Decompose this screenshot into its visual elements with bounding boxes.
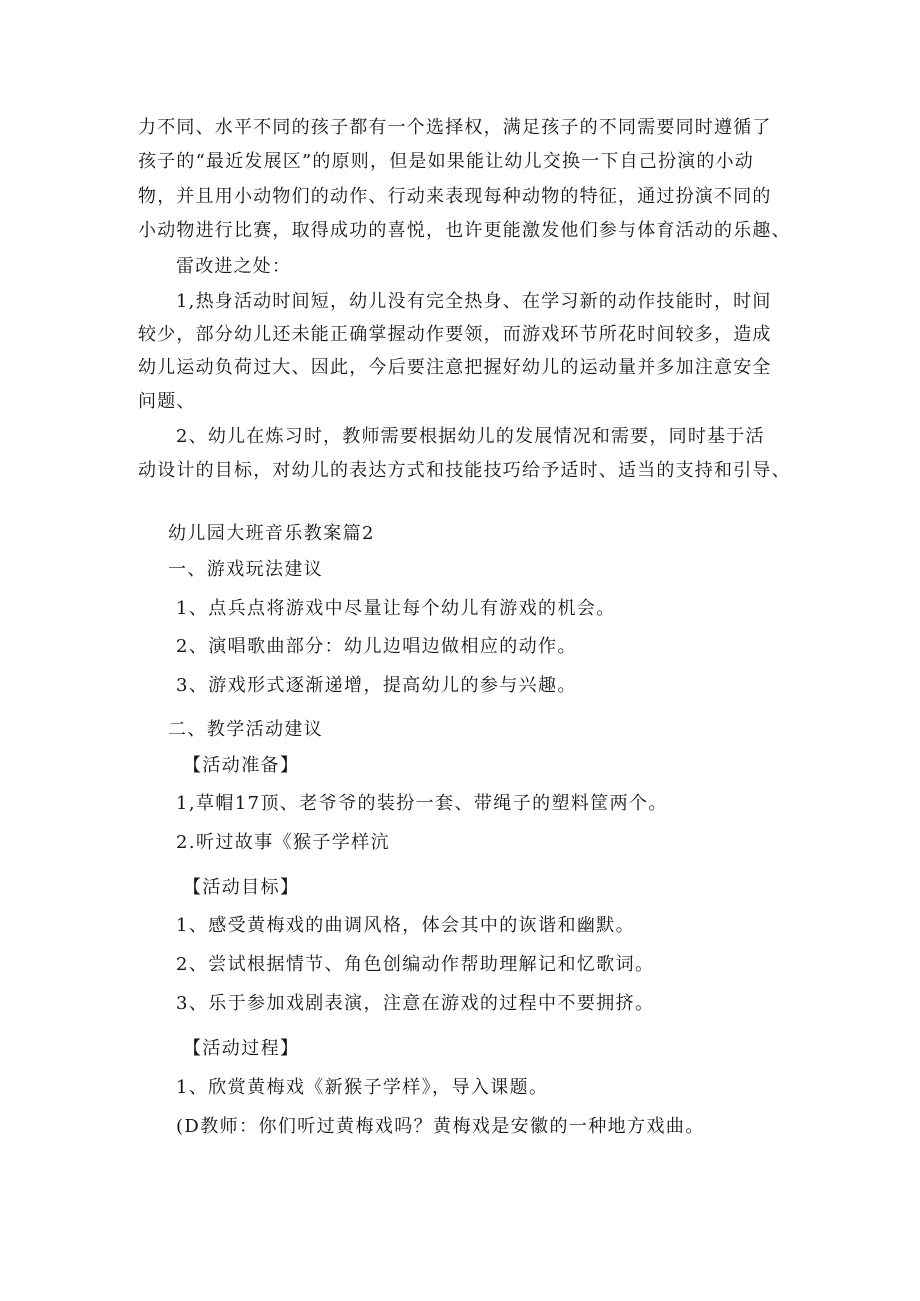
point-1-line: 问题、 xyxy=(138,391,196,412)
list-item: 3、乐于参加戏剧表演，注意在游戏的过程中不要拥挤。 xyxy=(176,993,655,1014)
goal-heading: 【活动目标】 xyxy=(183,877,300,898)
list-item: (D教师：你们听过黄梅戏吗？黄梅戏是安徽的一种地方戏曲。 xyxy=(176,1116,705,1137)
list-item: 1,草帽17顶、老爷爷的装扮一套、带绳子的塑料筐两个。 xyxy=(176,793,668,814)
list-item: 2、尝试根据情节、角色创编动作帮助理解记和忆歌词。 xyxy=(176,954,655,975)
list-item: 2、演唱歌曲部分：幼儿边唱边做相应的动作。 xyxy=(176,636,577,657)
game-heading: 一、游戏玩法建议 xyxy=(168,559,324,580)
point-2-line: 动设计的目标，对幼儿的表达方式和技能技巧给予适时、适当的支持和引导、 xyxy=(138,460,791,481)
list-item: 1、感受黄梅戏的曲调风格，体会其中的诙谐和幽默。 xyxy=(176,915,636,936)
point-1-line: 幼儿运动负荷过大、因此，今后要注意把握好幼儿的运动量并多加注意安全 xyxy=(138,357,772,378)
paragraph-line: 物，并且用小动物们的动作、行动来表现每种动物的特征，通过扮演不同的 xyxy=(138,186,772,207)
paragraph-line: 孩子的“最近发展区”的原则，但是如果能让幼儿交换一下自己扮演的小动 xyxy=(138,151,755,172)
paragraph-line: 力不同、水平不同的孩子都有一个选择权，满足孩子的不同需要同时遵循了 xyxy=(138,117,772,138)
improve-heading: 雷改进之处： xyxy=(176,256,292,277)
teach-heading: 二、教学活动建议 xyxy=(168,719,324,740)
list-item: 1、欣赏黄梅戏《新猴子学样》，导入课题。 xyxy=(176,1077,549,1098)
list-item: 1、点兵点将游戏中尽量让每个幼儿有游戏的机会。 xyxy=(176,598,616,619)
list-item: 2.听过故事《猴子学样沆 xyxy=(176,832,390,853)
point-1-line: 较少，部分幼儿还未能正确掌握动作要领，而游戏环节所花时间较多，造成 xyxy=(138,324,772,345)
point-1-line: 1,热身活动时间短，幼儿没有完全热身、在学习新的动作技能时，时间 xyxy=(176,291,772,312)
list-item: 3、游戏形式逐渐递增，提高幼儿的参与兴趣。 xyxy=(176,675,577,696)
section-title: 幼儿园大班音乐教案篇2 xyxy=(168,523,375,544)
point-2-line: 2、幼儿在炼习时，教师需要根据幼儿的发展情况和需要，同时基于活 xyxy=(176,426,765,447)
process-heading: 【活动过程】 xyxy=(183,1038,300,1059)
prep-heading: 【活动准备】 xyxy=(183,755,300,776)
paragraph-line: 小动物进行比赛，取得成功的喜悦，也许更能激发他们参与体育活动的乐趣、 xyxy=(138,220,791,241)
